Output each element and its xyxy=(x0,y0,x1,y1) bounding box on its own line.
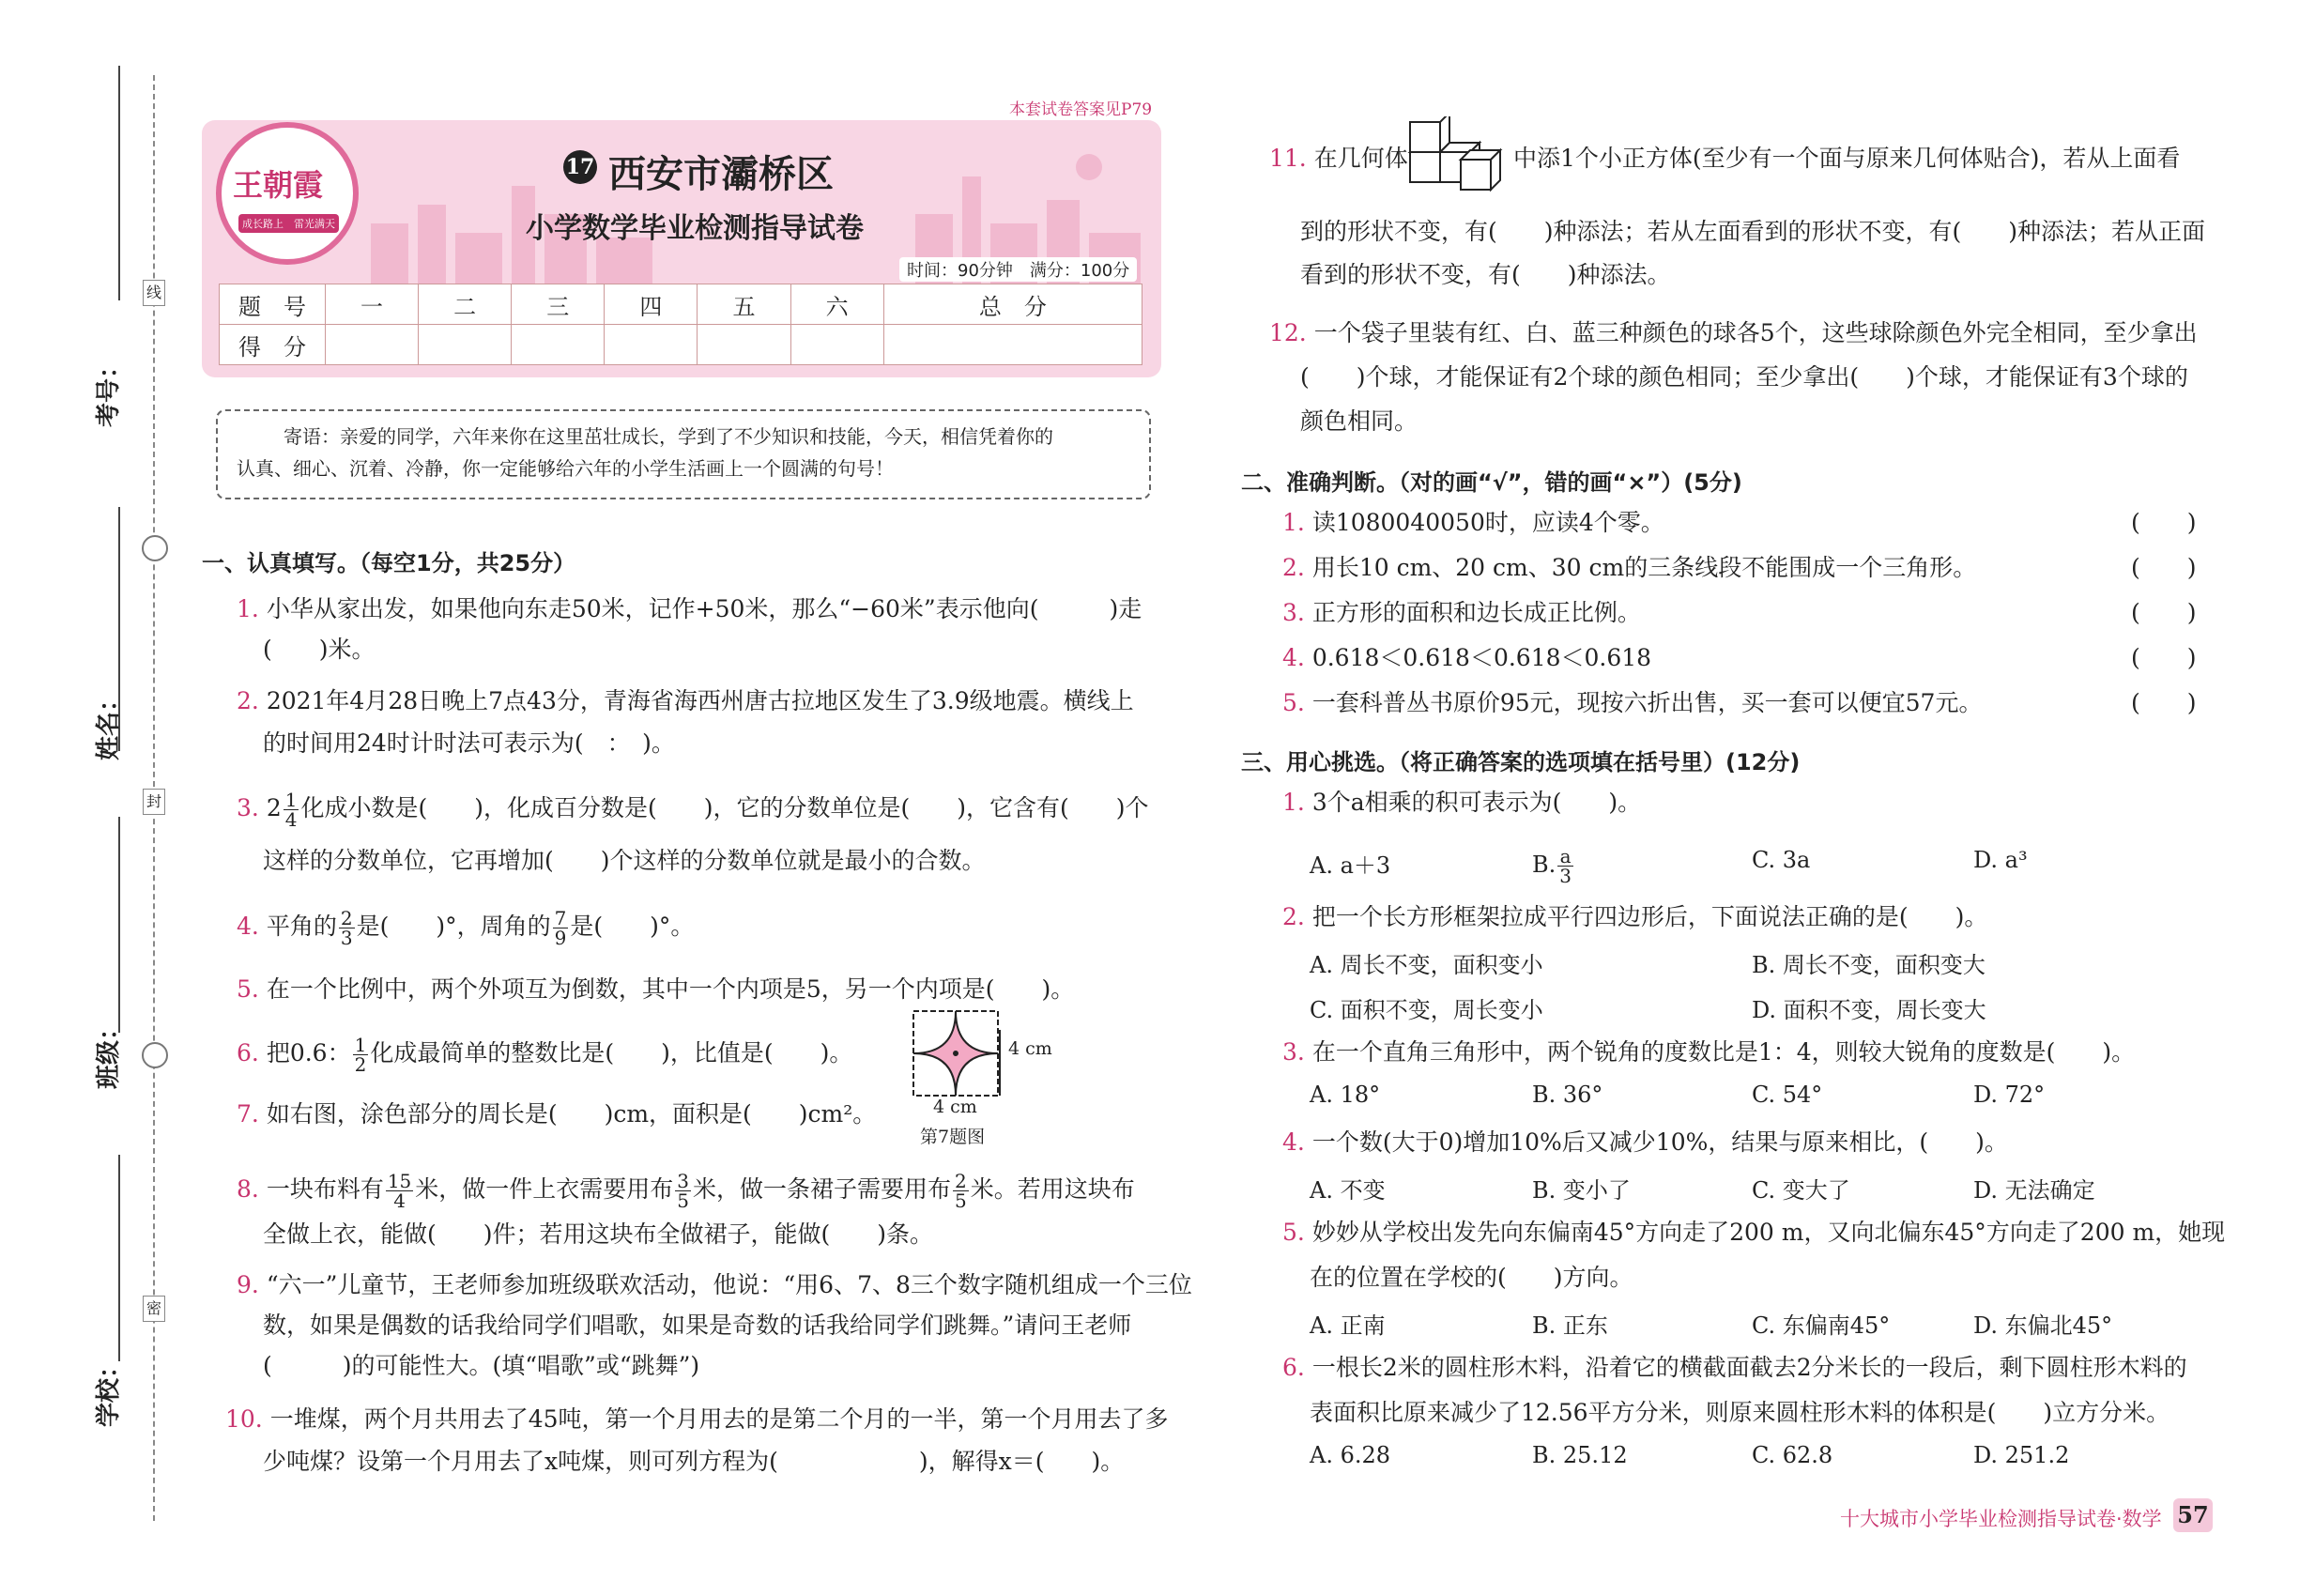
figure-caption: 第7题图 xyxy=(920,1127,986,1147)
option-c[interactable]: C. 变大了 xyxy=(1752,1177,1850,1204)
question-text: 化成小数是( )，化成百分数是( )，它的分数单位是( )，它含有( )个 xyxy=(300,794,1149,821)
denominator: 5 xyxy=(955,1189,967,1212)
question-text: 是( )°。 xyxy=(570,913,695,940)
xingming-label: 姓名： xyxy=(95,686,123,760)
question-number: 4. xyxy=(1282,1128,1305,1156)
answer-blank[interactable]: ( ) xyxy=(2131,599,2197,626)
denominator: 4 xyxy=(284,808,298,831)
question-text: 平角的 xyxy=(266,913,337,940)
question-text: 数，如果是偶数的话我给同学们唱歌，如果是奇数的话我给同学们跳舞。”请问王老师 xyxy=(263,1312,1132,1339)
figure-bottom-label: 4 cm xyxy=(933,1097,977,1117)
option-d[interactable]: D. 251.2 xyxy=(1973,1442,2070,1468)
question-text: 一堆煤，两个月共用去了45吨，第一个月用去的是第二个月的一半，第一个月用去了多 xyxy=(269,1405,1169,1433)
fraction xyxy=(353,1036,369,1074)
question-text: 妙妙从学校出发先向东偏南45°方向走了200 m，又向北偏东45°方向走了200 m，她现 xyxy=(1311,1219,2226,1246)
question-text: 在一个直角三角形中，两个锐角的度数比是1：4，则较大锐角的度数是( )。 xyxy=(1311,1038,2136,1066)
judge-item: 用长10 cm、20 cm、30 cm的三条线段不能围成一个三角形。 xyxy=(1311,554,1977,581)
question-text: ( )米。 xyxy=(263,636,376,663)
option-d[interactable]: D. 无法确定 xyxy=(1973,1177,2095,1204)
brand-logo xyxy=(216,122,359,265)
denominator: 3 xyxy=(340,927,353,949)
question-text: 少吨煤？设第一个月用去了x吨煤，则可列方程为( )，解得x＝( )。 xyxy=(263,1448,1125,1475)
option-d[interactable]: D. a³ xyxy=(1973,847,2028,873)
xuexiao-label: 学校： xyxy=(95,1353,123,1427)
score-table xyxy=(219,284,1142,365)
option-d[interactable]: D. 面积不变，周长变大 xyxy=(1752,997,1986,1023)
figure-side-label: 4 cm xyxy=(1008,1038,1052,1059)
numerator: 15 xyxy=(387,1170,412,1192)
question-text: 是( )°，周角的 xyxy=(356,913,551,940)
banji-label: 班级： xyxy=(95,1015,123,1089)
question-number: 1. xyxy=(1282,509,1305,536)
question-number: 7. xyxy=(237,1100,259,1128)
question-number: 11. xyxy=(1269,145,1307,172)
section1-title: 一、认真填写。（每空1分，共25分） xyxy=(202,550,576,576)
option-d[interactable]: D. 东偏北45° xyxy=(1973,1312,2113,1339)
dimension-line xyxy=(999,1030,1001,1096)
question-number: 5. xyxy=(237,975,259,1003)
banji-underline xyxy=(118,817,120,1033)
option-a[interactable]: A. 6.28 xyxy=(1310,1442,1391,1468)
header-cell: 总 分 xyxy=(883,284,1142,325)
option-b[interactable]: B. 36° xyxy=(1532,1082,1603,1108)
question-text: 一个袋子里装有红、白、蓝三种颜色的球各5个，这些球除颜色外完全相同，至少拿出 xyxy=(1313,319,2198,346)
option-b[interactable] xyxy=(1532,847,1575,885)
header-cell: 六 xyxy=(790,284,883,325)
binding-hole xyxy=(142,535,168,561)
score-cell[interactable] xyxy=(326,325,419,365)
option-c[interactable]: C. 3a xyxy=(1752,847,1811,873)
cube-solid-figure xyxy=(1406,116,1510,195)
question-text: 到的形状不变，有( )种添法；若从左面看到的形状不变，有( )种添法；若从正面 xyxy=(1300,218,2206,245)
header-cell: 三 xyxy=(512,284,605,325)
xuexiao-underline xyxy=(118,1155,120,1361)
question-number: 2. xyxy=(1282,903,1305,930)
answer-reference: 本套试卷答案见P79 xyxy=(1009,100,1153,119)
section2-title: 二、准确判断。（对的画“√”，错的画“×”）(5分) xyxy=(1241,469,1742,496)
numerator: 1 xyxy=(354,1034,367,1056)
numerator: 7 xyxy=(554,907,567,929)
question-number: 2. xyxy=(1282,554,1305,581)
score-row-label: 得 分 xyxy=(220,325,326,365)
question-number: 2. xyxy=(237,687,259,714)
judge-item: 正方形的面积和边长成正比例。 xyxy=(1311,599,1641,626)
score-cell[interactable] xyxy=(605,325,698,365)
question-number: 12. xyxy=(1269,319,1307,346)
logo-text: 王朝霞 xyxy=(233,167,324,203)
question-text: 表面积比原来减少了12.56平方分米，则原来圆柱形木料的体积是( )立方分米。 xyxy=(1310,1399,2170,1426)
time-score-info: 时间：90分钟 满分：100分 xyxy=(899,257,1137,282)
question-text: “六一”儿童节，王老师参加班级联欢活动，他说：“用6、7、8三个数字随机组成一个三位 xyxy=(266,1271,1192,1298)
score-cell[interactable] xyxy=(790,325,883,365)
question-text: 在一个比例中，两个外项互为倒数，其中一个内项是5，另一个内项是( )。 xyxy=(266,975,1075,1003)
exam-number-badge: 17 xyxy=(563,150,597,184)
option-b[interactable]: B. 变小了 xyxy=(1532,1177,1631,1204)
denominator: 3 xyxy=(1559,865,1572,887)
question-number: 4. xyxy=(1282,644,1305,671)
message-box xyxy=(216,409,1151,499)
judge-item: 读1080040050时，应读4个零。 xyxy=(1311,509,1664,536)
header-cell: 四 xyxy=(605,284,698,325)
answer-blank[interactable]: ( ) xyxy=(2131,509,2197,536)
question-text: 2021年4月28日晚上7点43分，青海省海西州唐古拉地区发生了3.9级地震。横线上 xyxy=(266,687,1134,714)
question-text: 在几何体 xyxy=(1313,145,1408,172)
page-number: 57 xyxy=(2173,1498,2213,1532)
option-b[interactable]: B. 25.12 xyxy=(1532,1442,1628,1468)
option-b-label: B. xyxy=(1532,852,1556,878)
question-text: 全做上衣，能做( )件；若用这块布全做裙子，能做( )条。 xyxy=(263,1220,934,1248)
fraction xyxy=(953,1172,969,1210)
question-text: 3个a相乘的积可表示为( )。 xyxy=(1311,789,1642,816)
question-text: 颜色相同。 xyxy=(1300,407,1418,435)
question-text: ( )的可能性大。(填“唱歌”或“跳舞”) xyxy=(263,1352,700,1379)
question-number: 1. xyxy=(237,595,259,622)
judge-item: 一套科普丛书原价95元，现按六折出售，买一套可以便宜57元。 xyxy=(1311,689,1983,716)
question-number: 9. xyxy=(237,1271,259,1298)
question-text: 如右图，涂色部分的周长是( )cm，面积是( )cm²。 xyxy=(266,1100,877,1128)
footer-series-title: 十大城市小学毕业检测指导试卷·数学 xyxy=(1840,1508,2162,1530)
question-number: 5. xyxy=(1282,1219,1305,1246)
question-text: 一根长2米的圆柱形木料，沿着它的横截面截去2分米长的一段后，剩下圆柱形木料的 xyxy=(1311,1354,2187,1381)
question-text: 米。若用这块布 xyxy=(970,1175,1135,1203)
question-number: 4. xyxy=(237,913,259,940)
section3-title: 三、用心挑选。（将正确答案的选项填在括号里）(12分) xyxy=(1241,749,1801,775)
option-a[interactable]: A. 正南 xyxy=(1310,1312,1386,1339)
question-text: 的时间用24时计时法可表示为( ： )。 xyxy=(263,729,675,757)
option-a[interactable]: A. 周长不变，面积变小 xyxy=(1310,952,1543,978)
question-number: 1. xyxy=(1282,789,1305,816)
denominator: 9 xyxy=(554,927,567,949)
score-table-score-row xyxy=(220,325,1142,365)
option-c[interactable]: C. 东偏南45° xyxy=(1752,1312,1891,1339)
question-number: 6. xyxy=(237,1039,259,1067)
fraction xyxy=(553,909,569,947)
question-text: 看到的形状不变，有( )种添法。 xyxy=(1300,261,1671,288)
score-table-header-row xyxy=(220,284,1142,325)
question-text: 米，做一件上衣需要用布 xyxy=(415,1175,674,1203)
fraction xyxy=(339,909,355,947)
question-number: 3. xyxy=(237,794,259,821)
score-cell[interactable] xyxy=(419,325,512,365)
kaohao-label: 考号： xyxy=(95,353,123,427)
q7-figure xyxy=(909,1006,1003,1100)
answer-blank[interactable]: ( ) xyxy=(2131,689,2197,716)
kaohao-underline xyxy=(118,66,120,300)
answer-blank[interactable]: ( ) xyxy=(2131,554,2197,581)
numerator: a xyxy=(1557,847,1573,867)
question-text: 小华从家出发，如果他向东走50米，记作+50米，那么“−60米”表示他向( )走 xyxy=(266,595,1142,622)
question-number: 3. xyxy=(1282,1038,1305,1066)
option-a[interactable]: A. a＋3 xyxy=(1310,852,1391,879)
numerator: 2 xyxy=(955,1170,967,1192)
option-b[interactable]: B. 正东 xyxy=(1532,1312,1608,1339)
judge-item: 0.618＜0.618＜0.618＜0.618 xyxy=(1311,644,1652,671)
message-line: 寄语：亲爱的同学，六年来你在这里茁壮成长，学到了不少知识和技能，今天，相信凭着你的 xyxy=(284,425,1053,448)
question-text: 在的位置在学校的( )方向。 xyxy=(1310,1264,1633,1291)
question-number: 10. xyxy=(225,1405,263,1433)
score-cell[interactable] xyxy=(512,325,605,365)
fraction xyxy=(675,1172,691,1210)
option-c[interactable]: C. 62.8 xyxy=(1752,1442,1833,1468)
header-cell: 五 xyxy=(698,284,790,325)
logo-slogan: 成长路上 雷光满天 xyxy=(238,214,339,233)
header-cell: 一 xyxy=(326,284,419,325)
option-c[interactable]: C. 54° xyxy=(1752,1082,1823,1108)
question-text: 化成最简单的整数比是( )，比值是( )。 xyxy=(370,1039,853,1067)
answer-blank[interactable]: ( ) xyxy=(2131,644,2197,671)
binding-hole xyxy=(142,1042,168,1068)
option-d[interactable]: D. 72° xyxy=(1973,1082,2046,1108)
option-c[interactable]: C. 面积不变，周长变小 xyxy=(1310,997,1543,1023)
question-number: 8. xyxy=(237,1175,259,1203)
score-cell[interactable] xyxy=(883,325,1142,365)
header-cell: 二 xyxy=(419,284,512,325)
message-line: 认真、细心、沉着、冷静，你一定能够给六年的小学生活画上一个圆满的句号！ xyxy=(237,457,894,480)
denominator: 5 xyxy=(677,1189,690,1212)
bind-mark-feng: 封 xyxy=(143,789,165,815)
option-a[interactable]: A. 18° xyxy=(1310,1082,1381,1108)
numerator: 1 xyxy=(284,789,298,811)
question-text: 米，做一条裙子需要用布 xyxy=(693,1175,952,1203)
denominator: 4 xyxy=(393,1189,406,1212)
fraction xyxy=(1557,847,1573,885)
question-text: 一块布料有 xyxy=(266,1175,384,1203)
exam-title: 西安市灞桥区 xyxy=(608,153,834,196)
numerator: 2 xyxy=(340,907,353,929)
denominator: 2 xyxy=(354,1053,367,1076)
question-text: 把0.6： xyxy=(266,1039,351,1067)
question-text: 这样的分数单位，它再增加( )个这样的分数单位就是最小的合数。 xyxy=(263,847,986,874)
question-text: ( )个球，才能保证有2个球的颜色相同；至少拿出( )个球，才能保证有3个球的 xyxy=(1300,363,2188,391)
fraction xyxy=(386,1172,413,1210)
question-text: 把一个长方形框架拉成平行四边形后，下面说法正确的是( )。 xyxy=(1311,903,1988,930)
question-number: 5. xyxy=(1282,689,1305,716)
bind-mark-xian: 线 xyxy=(143,280,165,306)
mixed-number-whole: 2 xyxy=(266,794,282,821)
fraction xyxy=(284,790,299,829)
question-number: 6. xyxy=(1282,1354,1305,1381)
question-text: 一个数(大于0)增加10%后又减少10%，结果与原来相比，( )。 xyxy=(1311,1128,2008,1156)
header-cell: 题 号 xyxy=(220,284,326,325)
bind-mark-mi: 密 xyxy=(143,1296,165,1322)
question-text: 中添1个小正方体(至少有一个面与原来几何体贴合)，若从上面看 xyxy=(1513,145,2181,172)
score-cell[interactable] xyxy=(698,325,790,365)
option-a[interactable]: A. 不变 xyxy=(1310,1177,1386,1204)
option-b[interactable]: B. 周长不变，面积变大 xyxy=(1752,952,1986,978)
exam-subtitle: 小学数学毕业检测指导试卷 xyxy=(526,212,864,245)
question-number: 3. xyxy=(1282,599,1305,626)
numerator: 3 xyxy=(677,1170,690,1192)
